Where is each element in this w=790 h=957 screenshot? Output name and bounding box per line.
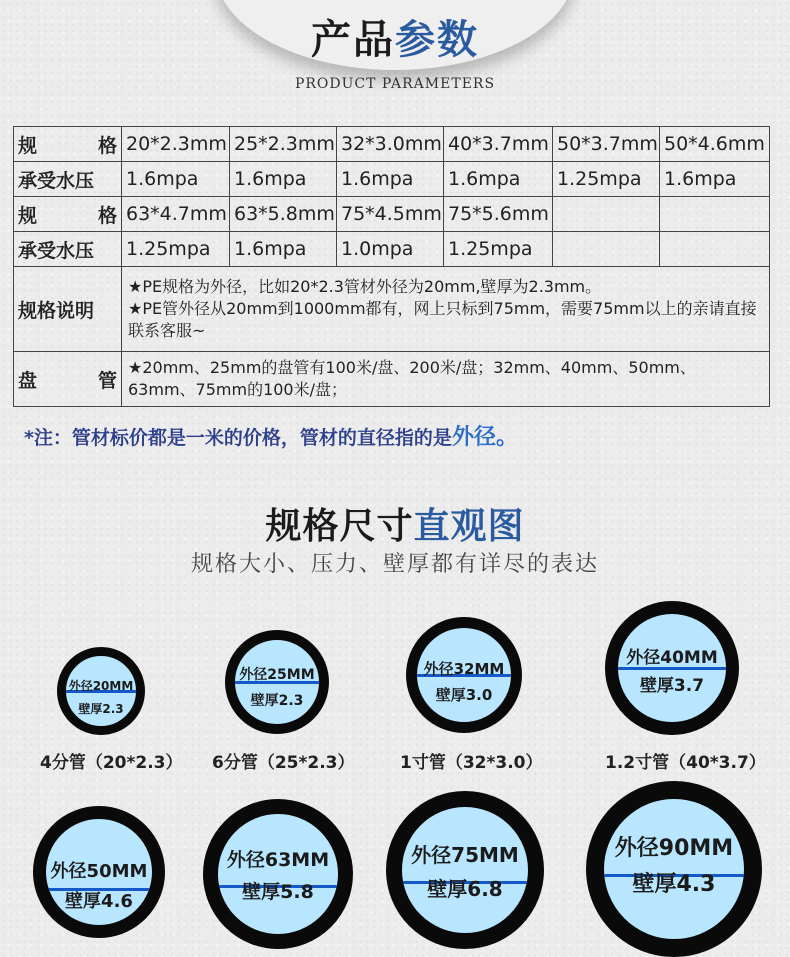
price-footnote [24, 420, 518, 451]
table-cell: 1.6mpa [444, 162, 553, 197]
section-title-accent: 直观图 [413, 506, 525, 547]
pipe-wall-thickness: 壁厚2.3 [250, 693, 304, 709]
table-cell: 75*5.6mm [444, 197, 553, 232]
row-label: 规 格 [14, 127, 122, 162]
row-label: 承受水压 [14, 162, 122, 197]
pipe-diagram-50 [33, 806, 165, 938]
row-label: 规格说明 [14, 267, 122, 352]
table-cell: 1.6mpa [230, 232, 337, 267]
pipe-outer-diameter: 外径50MM [50, 861, 148, 882]
pipe-label-40: 1.2寸管（40*3.7） [605, 753, 766, 773]
table-cell: 40*3.7mm [444, 127, 553, 162]
pipe-outer-diameter: 外径75MM [411, 843, 519, 867]
table-row-pressure-1 [14, 162, 770, 197]
pipe-label-25: 6分管（25*2.3） [212, 753, 355, 773]
table-cell: 1.6mpa [122, 162, 230, 197]
pipe-diagram-25 [225, 630, 329, 734]
row-label: 盘 管 [14, 352, 122, 407]
pipe-label-32: 1寸管（32*3.0） [400, 753, 543, 773]
page-title-main: 产品 [311, 17, 395, 63]
section-title-main: 规格尺寸 [265, 506, 414, 547]
pipe-outer-diameter: 外径40MM [626, 648, 718, 668]
table-row-coil [14, 352, 770, 407]
table-cell: 1.25mpa [444, 232, 553, 267]
spec-note-line: ★PE管外径从20mm到1000mm都有，网上只标到75mm，需要75mm以上的亲请直接联系客服~ [128, 299, 757, 340]
pipe-outer-diameter: 外径25MM [239, 667, 315, 683]
pipe-outer-diameter: 外径20MM [68, 679, 134, 693]
footnote-text: *注：管材标价都是一米的价格，管材的直径指的是 [24, 427, 452, 449]
pipe-wall-thickness: 壁厚5.8 [242, 881, 314, 903]
section-title [0, 498, 790, 549]
pipe-label-20: 4分管（20*2.3） [40, 753, 183, 773]
coil-note-cell: ★20mm、25mm的盘管有100米/盘、200米/盘；32mm、40mm、50mm、63mm、75mm的100米/盘； [122, 352, 770, 407]
pipe-outer-diameter: 外径90MM [614, 836, 734, 861]
parameters-table [13, 126, 770, 407]
pipe-wall-thickness: 壁厚4.6 [65, 891, 133, 912]
pipe-outer-diameter: 外径32MM [423, 660, 505, 678]
page-subtitle: PRODUCT PARAMETERS [294, 76, 496, 92]
table-cell [553, 197, 660, 232]
pipe-outer-diameter: 外径63MM [226, 849, 330, 871]
table-cell: 50*3.7mm [553, 127, 660, 162]
table-cell: 25*2.3mm [230, 127, 337, 162]
table-cell: 1.25mpa [553, 162, 660, 197]
section-subtitle: 规格大小、压力、壁厚都有详尽的表达 [190, 552, 599, 577]
table-row-spec-notes [14, 267, 770, 352]
footnote-highlight: 外径。 [451, 425, 518, 450]
page-title [0, 8, 790, 65]
pipe-wall-thickness: 壁厚6.8 [427, 877, 503, 901]
pipe-wall-thickness: 壁厚3.7 [639, 676, 705, 696]
spec-notes-cell [122, 267, 770, 352]
table-cell: 50*4.6mm [660, 127, 770, 162]
table-cell [660, 232, 770, 267]
table-cell: 1.6mpa [660, 162, 770, 197]
table-cell: 75*4.5mm [337, 197, 444, 232]
table-cell: 32*3.0mm [337, 127, 444, 162]
table-cell: 1.6mpa [230, 162, 337, 197]
table-cell: 1.25mpa [122, 232, 230, 267]
pipe-diagram-90 [586, 781, 762, 957]
pipe-diagram-32 [406, 617, 522, 733]
pipe-wall-thickness: 壁厚3.0 [435, 686, 493, 704]
table-cell: 63*4.7mm [122, 197, 230, 232]
pipe-diagram-40 [605, 601, 739, 735]
page-title-accent: 参数 [395, 17, 479, 63]
table-cell [553, 232, 660, 267]
spec-note-line: ★PE规格为外径，比如20*2.3管材外径为20mm,壁厚为2.3mm。 [128, 277, 602, 296]
row-label: 规 格 [14, 197, 122, 232]
table-row-spec-1 [14, 127, 770, 162]
pipe-wall-thickness: 壁厚2.3 [78, 702, 124, 716]
pipe-wall-thickness: 壁厚4.3 [632, 872, 716, 897]
table-cell: 1.0mpa [337, 232, 444, 267]
pipe-diagram-75 [386, 791, 544, 949]
table-cell: 63*5.8mm [230, 197, 337, 232]
table-cell: 20*2.3mm [122, 127, 230, 162]
pipe-diagram-63 [203, 799, 353, 949]
table-cell: 1.6mpa [337, 162, 444, 197]
row-label: 承受水压 [14, 232, 122, 267]
table-cell [660, 197, 770, 232]
table-row-pressure-2 [14, 232, 770, 267]
pipe-diagram-20 [57, 647, 145, 735]
table-row-spec-2 [14, 197, 770, 232]
